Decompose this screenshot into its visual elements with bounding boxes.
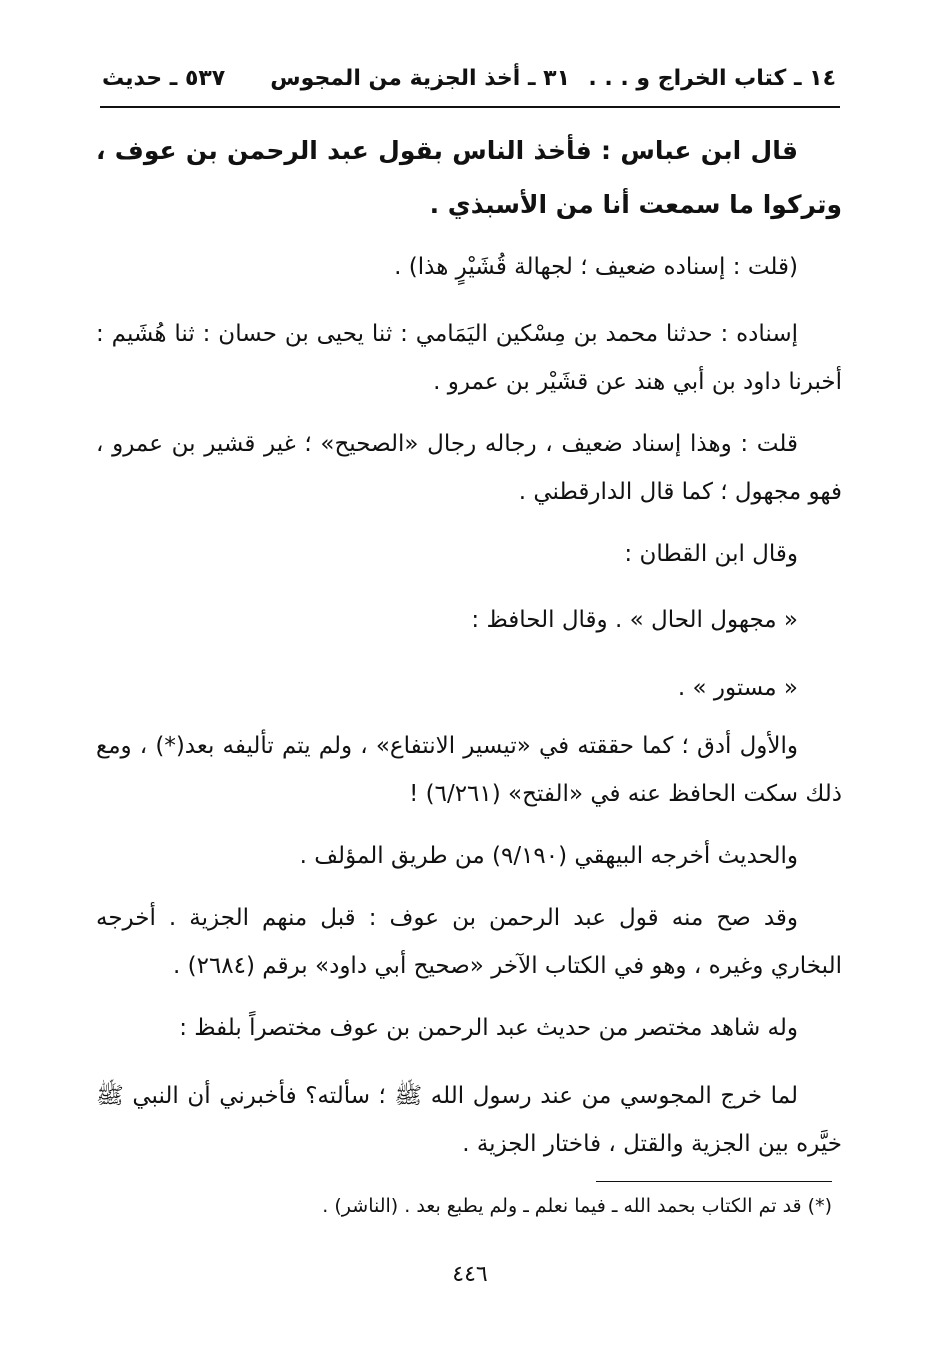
quote-line: « مجهول الحال » . وقال الحافظ : bbox=[471, 607, 798, 633]
commentary-paragraph-3: وقد صح منه قول عبد الرحمن بن عوف : قبل منهم الجزية . أخرجه البخاري وغيره ، وهو في الكتاب الآخر «صحيح أبي داود» برقم (٢٦٨٤) . bbox=[96, 905, 842, 979]
quote-intro: وقال ابن القطان : bbox=[624, 541, 798, 567]
witness-intro: وله شاهد مختصر من حديث عبد الرحمن بن عوف مختصراً بلفظ : bbox=[179, 1015, 798, 1041]
isnad-paragraph: إسناده : حدثنا محمد بن مِسْكين اليَمَامي : ثنا يحيى بن حسان : ثنا هُشَيم : أخبرنا داود بن أبي هند عن قشَيْر بن عمرو . bbox=[96, 321, 842, 395]
commentary-paragraph-2: والأول أدق ؛ كما حققته في «تيسير الانتفاع» ، ولم يتم تأليفه بعد(*) ، ومع ذلك سكت الحافظ عنه في «الفتح» (٦/٢٦١) ! bbox=[96, 733, 842, 807]
footnote: (*) قد تم الكتاب بحمد الله ـ فيما نعلم ـ ولم يطبع بعد . (الناشر) . bbox=[322, 1195, 832, 1217]
header-book-title: ١٤ ـ كتاب الخراج و . . . bbox=[588, 66, 836, 91]
hadith-text: قال ابن عباس : فأخذ الناس بقول عبد الرحمن بن عوف ، وتركوا ما سمعت أنا من الأسبذي . bbox=[96, 136, 842, 219]
commentary-paragraph: قلت : وهذا إسناد ضعيف ، رجاله رجال «الصحيح» ؛ غير قشير بن عمرو ، فهو مجهول ؛ كما قال الدارقطني . bbox=[96, 431, 842, 505]
takhrij-paragraph: والحديث أخرجه البيهقي (٩/١٩٠) من طريق المؤلف . bbox=[299, 843, 798, 869]
footnote-divider bbox=[596, 1181, 832, 1182]
header-chapter-title: ٣١ ـ أخذ الجزية من المجوس bbox=[270, 66, 570, 91]
header-hadith-number: ٥٣٧ ـ حديث bbox=[102, 66, 226, 91]
witness-text: لما خرج المجوسي من عند رسول الله ﷺ ؛ سألته؟ فأخبرني أن النبي ﷺ خيَّره بين الجزية والقتل ، فاختار الجزية . bbox=[96, 1083, 842, 1157]
quote-line-2: « مستور » . bbox=[677, 675, 798, 701]
running-header bbox=[100, 62, 840, 108]
grading-note: (قلت : إسناده ضعيف ؛ لجهالة قُشَيْرٍ هذا) . bbox=[394, 254, 798, 280]
page-number: ٤٤٦ bbox=[452, 1262, 488, 1287]
